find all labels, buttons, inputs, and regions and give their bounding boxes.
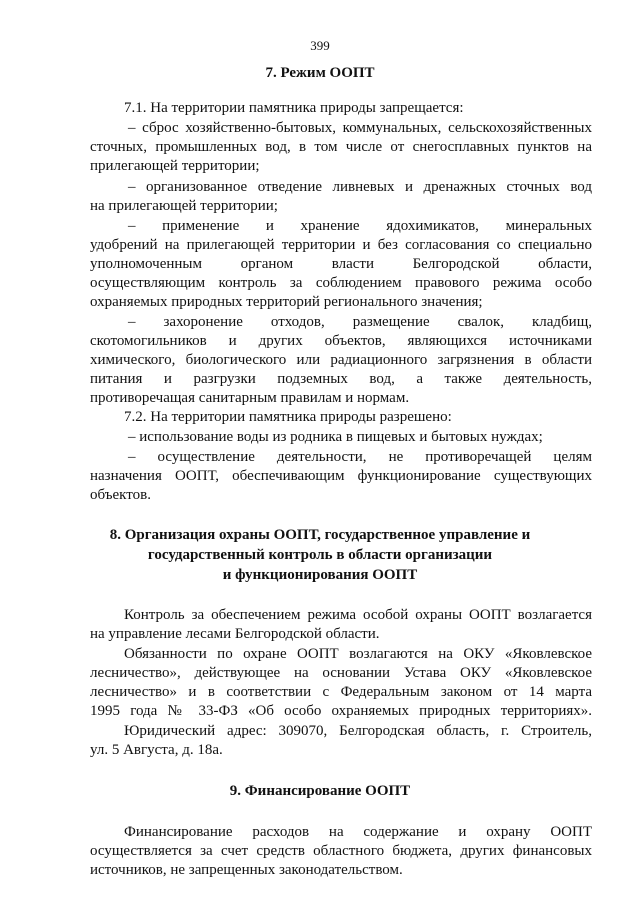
paragraph-line: сточных, промышленных вод, в том числе от снегосплавных пунктов на [90, 139, 592, 155]
paragraph-line: Юридический адрес: 309070, Белгородская область, г. Строитель, [124, 723, 592, 739]
paragraph-line: скотомогильников и других объектов, являющихся источниками [90, 333, 592, 349]
paragraph-line: на прилегающей территории; [90, 198, 278, 214]
section-7-title: 7. Режим ООПТ [265, 65, 375, 81]
paragraph-line: прилегающей территории; [90, 158, 260, 174]
paragraph-line: Финансирование расходов на содержание и охрану ООПТ [124, 824, 592, 840]
paragraph-line: назначения ООПТ, обеспечивающим функционирование существующих [90, 468, 592, 484]
list-item-line: – сброс хозяйственно-бытовых, коммунальных, сельскохозяйственных [128, 120, 592, 136]
paragraph-line: удобрений на прилегающей территории и без согласования со специально [90, 237, 592, 253]
paragraph-line: Контроль за обеспечением режима особой охраны ООПТ возлагается [124, 607, 592, 623]
paragraph-line: Обязанности по охране ООПТ возлагаются на ОКУ «Яковлевское [124, 646, 592, 662]
paragraph-line: уполномоченным органом власти Белгородской области, [90, 256, 592, 272]
paragraph-line: осуществляющим контроль за соблюдением правового режима особо [90, 275, 592, 291]
paragraph-line: объектов. [90, 487, 151, 503]
list-item-line: – использование воды из родника в пищевых и бытовых нуждах; [128, 429, 543, 445]
section-8-title-line: государственный контроль в области организации [147, 547, 493, 563]
list-item-line: – применение и хранение ядохимикатов, минеральных [128, 218, 592, 234]
paragraph-line: на управление лесами Белгородской области. [90, 626, 380, 642]
section-9-title: 9. Финансирование ООПТ [229, 783, 411, 799]
paragraph-line: осуществляется за счет средств областного бюджета, других финансовых [90, 843, 592, 859]
paragraph-line: 7.2. На территории памятника природы разрешено: [124, 409, 452, 425]
page-number: 399 [310, 38, 330, 53]
paragraph-line: противоречащая санитарным правилам и нормам. [90, 390, 410, 406]
paragraph-line: источников, не запрещенных законодательством. [90, 862, 403, 878]
list-item-line: – захоронение отходов, размещение свалок, кладбищ, [128, 314, 592, 330]
paragraph-line: 1995 года № 33-ФЗ «Об особо охраняемых природных территориях». [90, 703, 592, 719]
paragraph-line: лесничество», действующее на основании Устава ОКУ «Яковлевское [90, 665, 592, 681]
paragraph-line: охраняемых природных территорий регионального значения; [90, 294, 483, 310]
paragraph-line: ул. 5 Августа, д. 18а. [90, 742, 223, 758]
list-item-line: – организованное отведение ливневых и дренажных сточных вод [128, 179, 592, 195]
paragraph-line: химического, биологического или радиационного загрязнения в области [90, 352, 592, 368]
paragraph-line: питания и разгрузки подземных вод, а также деятельность, [90, 371, 592, 387]
list-item-line: – осуществление деятельности, не противоречащей целям [128, 449, 592, 465]
section-8-title-line: 8. Организация охраны ООПТ, государственное управление и [109, 527, 531, 543]
paragraph-line: лесничество» и в соответствии с Федеральным законом от 14 марта [90, 684, 592, 700]
paragraph-line: 7.1. На территории памятника природы запрещается: [124, 100, 464, 116]
section-8-title-line: и функционирования ООПТ [222, 567, 418, 583]
